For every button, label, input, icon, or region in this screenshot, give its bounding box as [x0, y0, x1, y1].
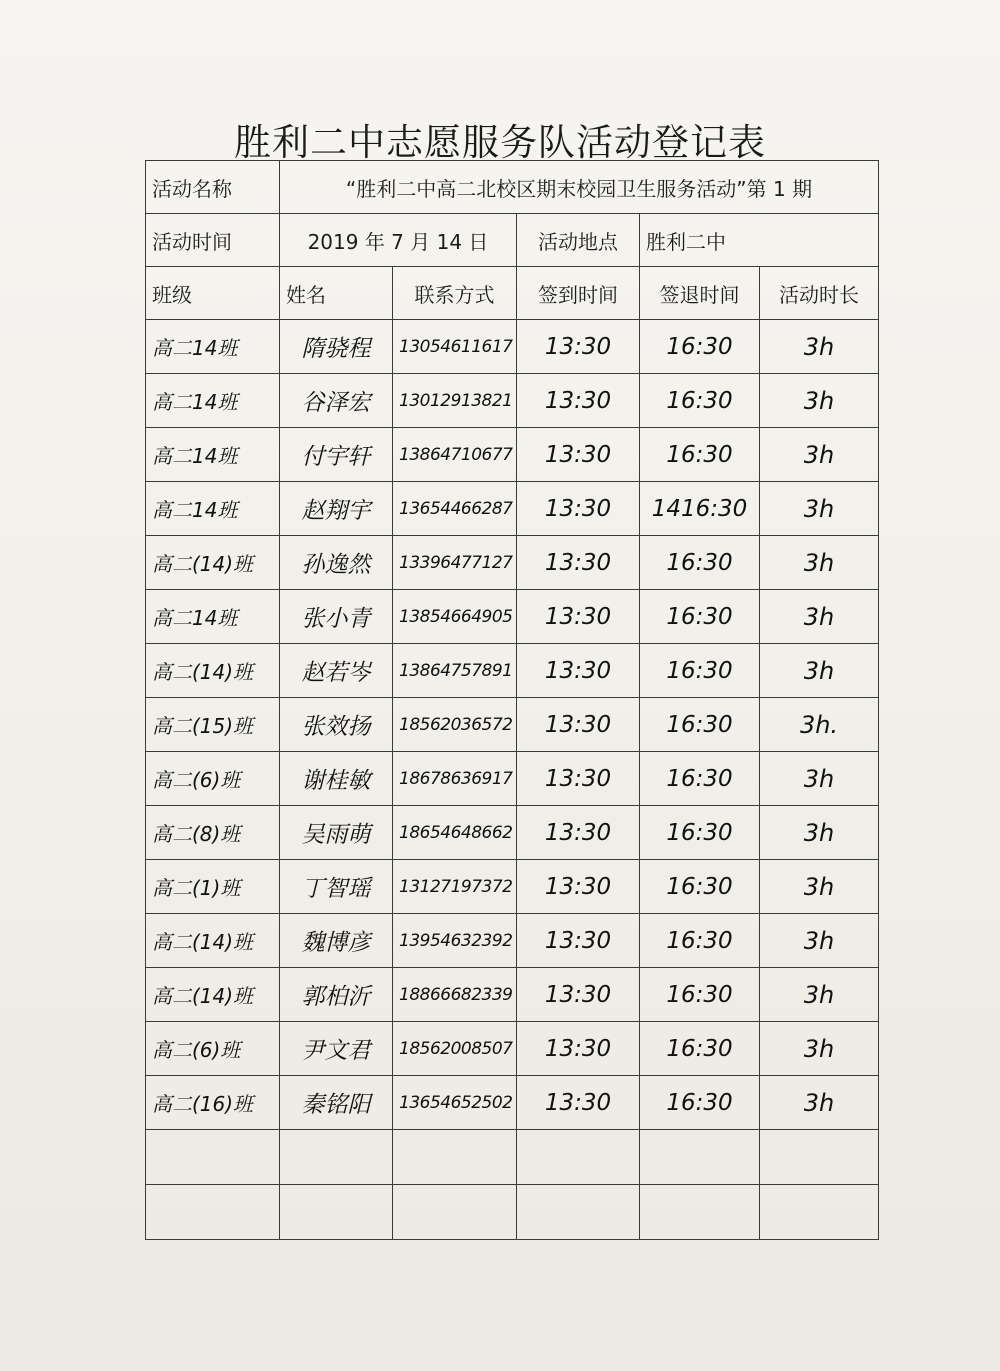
- duration-cell: 3h: [760, 644, 879, 698]
- table-row: [146, 914, 879, 968]
- class-cell: 高二(14)班: [146, 644, 280, 698]
- activity-place-label: 活动地点: [517, 214, 640, 267]
- sign-in-cell: 13:30: [517, 374, 640, 428]
- blank-cell: [517, 1130, 640, 1185]
- sign-in-cell: 13:30: [517, 428, 640, 482]
- class-cell: 高二(15)班: [146, 698, 280, 752]
- sign-in-cell: 13:30: [517, 860, 640, 914]
- blank-cell: [146, 1185, 280, 1240]
- phone-cell: 13654466287: [393, 482, 517, 536]
- sign-in-cell: 13:30: [517, 482, 640, 536]
- sign-out-cell: 16:30: [640, 320, 760, 374]
- class-cell: 高二(1)班: [146, 860, 280, 914]
- class-cell: 高二(14)班: [146, 968, 280, 1022]
- duration-cell: 3h: [760, 1076, 879, 1130]
- class-cell: 高二14班: [146, 374, 280, 428]
- name-cell: 付宇轩: [280, 428, 393, 482]
- table-row: [146, 752, 879, 806]
- sign-out-cell: 16:30: [640, 590, 760, 644]
- class-cell: 高二(14)班: [146, 914, 280, 968]
- blank-cell: [393, 1130, 517, 1185]
- sign-out-cell: 16:30: [640, 536, 760, 590]
- sign-in-cell: 13:30: [517, 806, 640, 860]
- sign-out-cell: 1416:30: [640, 482, 760, 536]
- name-cell: 张效扬: [280, 698, 393, 752]
- sign-in-cell: 13:30: [517, 590, 640, 644]
- phone-cell: 13054611617: [393, 320, 517, 374]
- name-cell: 赵若岑: [280, 644, 393, 698]
- table-row: [146, 1022, 879, 1076]
- table-row: [146, 806, 879, 860]
- name-cell: 尹文君: [280, 1022, 393, 1076]
- class-cell: 高二(14)班: [146, 536, 280, 590]
- column-header-duration: 活动时长: [760, 267, 879, 320]
- blank-cell: [760, 1130, 879, 1185]
- sign-out-cell: 16:30: [640, 644, 760, 698]
- name-cell: 谷泽宏: [280, 374, 393, 428]
- column-header-sign-out: 签退时间: [640, 267, 760, 320]
- sign-out-cell: 16:30: [640, 806, 760, 860]
- blank-cell: [640, 1130, 760, 1185]
- class-cell: 高二(8)班: [146, 806, 280, 860]
- blank-cell: [280, 1130, 393, 1185]
- column-header-class: 班级: [146, 267, 280, 320]
- duration-cell: 3h: [760, 590, 879, 644]
- table-row: [146, 536, 879, 590]
- table-row: [146, 968, 879, 1022]
- blank-cell: [393, 1185, 517, 1240]
- table-row: [146, 320, 879, 374]
- duration-cell: 3h: [760, 968, 879, 1022]
- table-row: [146, 374, 879, 428]
- name-cell: 郭柏沂: [280, 968, 393, 1022]
- sign-out-cell: 16:30: [640, 374, 760, 428]
- column-header-name: 姓名: [280, 267, 393, 320]
- column-header-row: [146, 267, 879, 320]
- phone-cell: 13954632392: [393, 914, 517, 968]
- sign-in-cell: 13:30: [517, 968, 640, 1022]
- sign-out-cell: 16:30: [640, 428, 760, 482]
- phone-cell: 13396477127: [393, 536, 517, 590]
- class-cell: 高二(6)班: [146, 1022, 280, 1076]
- duration-cell: 3h: [760, 482, 879, 536]
- sign-out-cell: 16:30: [640, 698, 760, 752]
- sign-out-cell: 16:30: [640, 752, 760, 806]
- activity-time-value: 2019 年 7 月 14 日: [280, 214, 517, 267]
- duration-cell: 3h: [760, 374, 879, 428]
- activity-time-label: 活动时间: [146, 214, 280, 267]
- sign-in-cell: 13:30: [517, 752, 640, 806]
- phone-cell: 13854664905: [393, 590, 517, 644]
- duration-cell: 3h.: [760, 698, 879, 752]
- name-cell: 魏博彦: [280, 914, 393, 968]
- phone-cell: 13864757891: [393, 644, 517, 698]
- sign-in-cell: 13:30: [517, 698, 640, 752]
- table-row: [146, 428, 879, 482]
- blank-row: [146, 1130, 879, 1185]
- phone-cell: 13127197372: [393, 860, 517, 914]
- duration-cell: 3h: [760, 536, 879, 590]
- class-cell: 高二14班: [146, 590, 280, 644]
- form-title: 胜利二中志愿服务队活动登记表: [234, 121, 766, 164]
- duration-cell: 3h: [760, 806, 879, 860]
- blank-cell: [517, 1185, 640, 1240]
- sign-in-cell: 13:30: [517, 1076, 640, 1130]
- phone-cell: 18678636917: [393, 752, 517, 806]
- sign-in-cell: 13:30: [517, 1022, 640, 1076]
- phone-cell: 13012913821: [393, 374, 517, 428]
- blank-cell: [280, 1185, 393, 1240]
- sign-out-cell: 16:30: [640, 968, 760, 1022]
- registration-table: [145, 160, 879, 1240]
- blank-cell: [760, 1185, 879, 1240]
- blank-cell: [640, 1185, 760, 1240]
- sign-out-cell: 16:30: [640, 1022, 760, 1076]
- duration-cell: 3h: [760, 752, 879, 806]
- name-cell: 吴雨萌: [280, 806, 393, 860]
- name-cell: 赵翔宇: [280, 482, 393, 536]
- activity-name-value: “胜利二中高二北校区期末校园卫生服务活动”第 1 期: [280, 161, 879, 214]
- duration-cell: 3h: [760, 914, 879, 968]
- phone-cell: 18562036572: [393, 698, 517, 752]
- name-cell: 隋骁程: [280, 320, 393, 374]
- name-cell: 孙逸然: [280, 536, 393, 590]
- class-cell: 高二14班: [146, 428, 280, 482]
- phone-cell: 18866682339: [393, 968, 517, 1022]
- activity-name-label: 活动名称: [146, 161, 280, 214]
- column-header-sign-in: 签到时间: [517, 267, 640, 320]
- phone-cell: 18562008507: [393, 1022, 517, 1076]
- sign-in-cell: 13:30: [517, 536, 640, 590]
- class-cell: 高二(16)班: [146, 1076, 280, 1130]
- blank-row: [146, 1185, 879, 1240]
- sign-out-cell: 16:30: [640, 1076, 760, 1130]
- name-cell: 丁智瑶: [280, 860, 393, 914]
- table-row: [146, 1076, 879, 1130]
- sign-in-cell: 13:30: [517, 320, 640, 374]
- duration-cell: 3h: [760, 320, 879, 374]
- name-cell: 谢桂敏: [280, 752, 393, 806]
- activity-place-value: 胜利二中: [640, 214, 879, 267]
- name-cell: 张小青: [280, 590, 393, 644]
- class-cell: 高二(6)班: [146, 752, 280, 806]
- table-row: [146, 482, 879, 536]
- duration-cell: 3h: [760, 860, 879, 914]
- sign-out-cell: 16:30: [640, 914, 760, 968]
- phone-cell: 13654652502: [393, 1076, 517, 1130]
- phone-cell: 13864710677: [393, 428, 517, 482]
- table-row: [146, 860, 879, 914]
- table-row: [146, 644, 879, 698]
- sign-in-cell: 13:30: [517, 644, 640, 698]
- class-cell: 高二14班: [146, 482, 280, 536]
- name-cell: 秦铭阳: [280, 1076, 393, 1130]
- duration-cell: 3h: [760, 428, 879, 482]
- table-row: [146, 698, 879, 752]
- activity-time-row: [146, 214, 879, 267]
- blank-cell: [146, 1130, 280, 1185]
- phone-cell: 18654648662: [393, 806, 517, 860]
- table-row: [146, 590, 879, 644]
- duration-cell: 3h: [760, 1022, 879, 1076]
- activity-name-row: [146, 161, 879, 214]
- class-cell: 高二14班: [146, 320, 280, 374]
- column-header-phone: 联系方式: [393, 267, 517, 320]
- sign-in-cell: 13:30: [517, 914, 640, 968]
- sign-out-cell: 16:30: [640, 860, 760, 914]
